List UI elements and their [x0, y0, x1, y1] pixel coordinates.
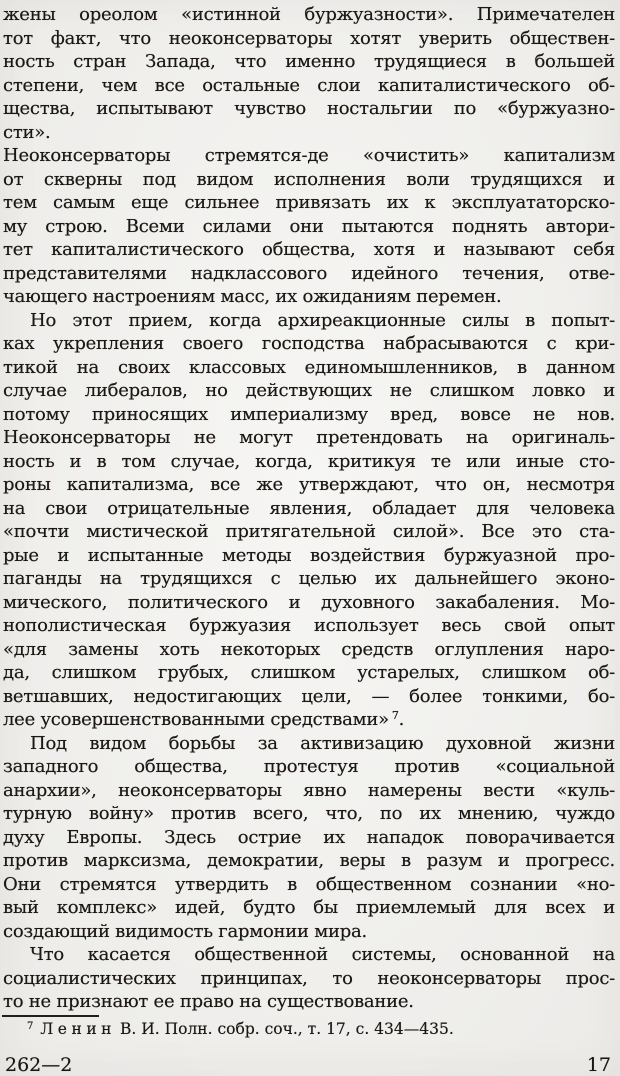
text-line: духу Европы. Здесь острие их нападок поворачивается [3, 826, 615, 848]
text-line: щества, испытывают чувство ностальгии по «буржуазно- [3, 98, 615, 119]
text-line: тот факт, что неоконсерваторы хотят уверить обществен- [3, 27, 615, 49]
text-line: случае либералов, но действующих не слишком ловко и [3, 380, 615, 401]
page-footer [3, 1054, 615, 1076]
text-line: представителями надклассового идейного течения, отве- [3, 262, 615, 284]
text-line: потому приносящих империализму вред, вовсе не нов. [3, 403, 615, 425]
text-line: тет капиталистического общества, хотя и называют себя [3, 239, 615, 260]
text-line: чающего настроениям масс, их ожиданиям перемен. [3, 286, 502, 307]
footnote-separator [2, 1015, 99, 1017]
print-signature: 262—2 [5, 1053, 73, 1076]
page-number: 17 [586, 1053, 611, 1076]
footnote-marker: 7 [27, 1020, 34, 1032]
text-line: тикой на своих классовых единомышленников, в данном [3, 356, 615, 378]
text-line: да, слишком грубых, слишком устарелых, слишком об- [3, 662, 615, 683]
text-line: «для замены хоть некоторых средств оглупления наро- [3, 638, 615, 660]
footnote-reference: 7 [391, 709, 399, 722]
text-line: против марксизма, демократии, веры в разум и прогресс. [3, 850, 615, 871]
text-line: от скверны под видом исполнения воли трудящихся и [3, 168, 615, 190]
text-line: Неоконсерваторы стремятся-де «очистить» капитализм [3, 145, 615, 166]
text-line: на свои отрицательные явления, обладает для человека [3, 497, 615, 519]
text-line: социалистических принципах, то неоконсерваторы прос- [3, 967, 615, 989]
text-line: паганды на трудящихся с целью их дальнейшего эконо- [3, 568, 615, 589]
text-line: ность и в том случае, когда, критикуя те или иные сто- [3, 450, 615, 472]
footnote [3, 1019, 615, 1040]
text-line: ветшавших, недостигающих цели, — более тонкими, бо- [3, 685, 615, 707]
text-line: вый комплекс» идей, будто бы приемлемый для всех и [3, 897, 615, 918]
text-line [3, 708, 615, 732]
body-text [3, 3, 615, 1014]
text-line: «почти мистической притягательной силой». Все это ста- [3, 521, 615, 542]
text-line: степени, чем все остальные слои капиталистического об- [3, 74, 615, 96]
text-line: ках укрепления своего господства набрасываются с кри- [3, 333, 615, 354]
footnote-citation: В. И. Полн. собр. соч., т. 17, с. 434—435. [119, 1019, 454, 1038]
text-segment: лее усовершенствованными средствами» [3, 709, 389, 730]
text-line: рые и испытанные методы воздействия буржуазной про- [3, 544, 615, 566]
text-line: роны капитализма, все же утверждают, что он, несмотря [3, 474, 615, 495]
text-line: ность стран Запада, что именно трудящиеся в большей [3, 51, 615, 72]
footnote-author: Ленин [40, 1019, 116, 1038]
text-line: Под видом борьбы за активизацию духовной жизни [30, 732, 615, 754]
text-line: Но этот прием, когда архиреакционные силы в попыт- [30, 309, 615, 331]
text-line: му строю. Всеми силами они пытаются поднять автори- [3, 215, 615, 237]
text-line: мического, политического и духовного закабаления. Мо- [3, 591, 615, 613]
text-line: Что касается общественной системы, основанной на [30, 944, 615, 965]
text-line: западного общества, протестуя против «социальной [3, 756, 615, 777]
text-line: то не признают ее право на существование. [3, 991, 414, 1012]
text-segment: . [398, 709, 405, 730]
text-line: турную войну» против всего, что, по их мнению, чуждо [3, 803, 615, 824]
text-line: Неоконсерваторы не могут претендовать на оригиналь- [3, 427, 615, 448]
text-line: нополистическая буржуазия использует весь свой опыт [3, 615, 615, 636]
text-line: создающий видимость гармонии мира. [3, 920, 367, 942]
text-line: Они стремятся утвердить в общественном сознании «но- [3, 873, 615, 895]
text-line: жены ореолом «истинной буржуазности». Примечателен [3, 4, 615, 25]
text-line: анархии», неоконсерваторы явно намерены вести «куль- [3, 779, 615, 801]
text-line: сти». [3, 121, 51, 143]
text-line: тем самым еще сильнее привязать их к эксплуататорско- [3, 192, 615, 213]
